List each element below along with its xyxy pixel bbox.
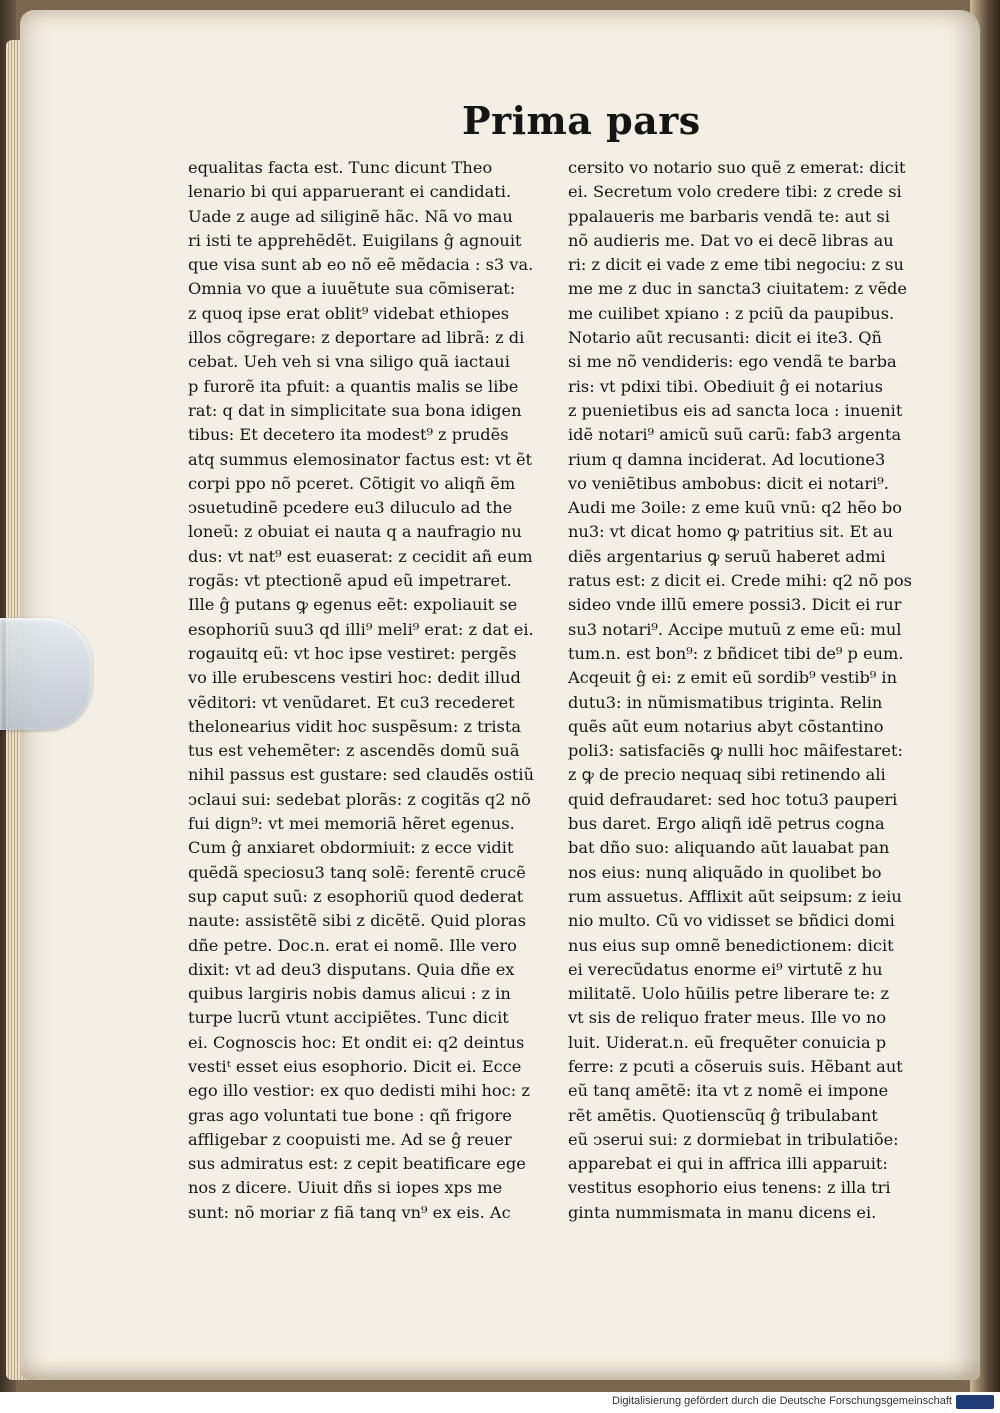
text-line: tibus: Et decetero ita modest⁹ z prudẽs bbox=[188, 425, 509, 445]
text-line: z quoq ipse erat oblit⁹ videbat ethiopes bbox=[188, 303, 510, 323]
text-line: ego illo vestior: ex quo dedisti mihi hoc: z bbox=[188, 1081, 530, 1101]
text-line: rogãs: vt ptectionẽ apud eũ impetraret. bbox=[188, 571, 512, 591]
text-line: sunt: nõ moriar z fiã tanq vn⁹ ex eis. Ac bbox=[188, 1202, 511, 1222]
text-line: z ꝙ de precio nequaq sibi retinendo ali bbox=[568, 765, 886, 785]
text-line: rat: q dat in simplicitate sua bona idigen bbox=[188, 400, 522, 420]
text-line: nu3: vt dicat homo ꝙ patritius sit. Et au bbox=[568, 522, 893, 542]
text-line: idẽ notari⁹ amicũ suũ carũ: fab3 argenta bbox=[568, 425, 902, 445]
text-line: tum.n. est bon⁹: z bñdicet tibi de⁹ p eum. bbox=[568, 643, 904, 663]
text-line: gras ago voluntati tue bone : qñ frigore bbox=[188, 1105, 512, 1125]
text-line: ↄsuetudinẽ pcedere eu3 diluculo ad the bbox=[188, 498, 513, 518]
page-clip bbox=[0, 618, 92, 730]
text-line: rogauitq eũ: vt hoc ipse vestiret: pergẽs bbox=[188, 643, 517, 663]
dfg-logo bbox=[956, 1395, 994, 1409]
text-column-left bbox=[188, 156, 558, 1225]
text-line: que visa sunt ab eo nõ eẽ mẽdacia : s3 va. bbox=[188, 255, 534, 275]
text-line: sideo vnde illũ emere possi3. Dicit ei rur bbox=[568, 595, 902, 615]
text-line: illos cõgregare: z deportare ad librã: z di bbox=[188, 328, 525, 348]
text-line: Acqeuit ĝ ei: z emit eũ sordib⁹ vestib⁹ in bbox=[568, 668, 898, 688]
text-line: naute: assistẽtẽ sibi z dicẽtẽ. Quid ploras bbox=[188, 911, 527, 931]
text-line: ginta nummismata in manu dicens ei. bbox=[568, 1202, 877, 1222]
text-line: bus daret. Ergo aliqñ idẽ petrus cogna bbox=[568, 814, 885, 834]
text-line: Omnia vo que a iuuẽtute sua cõmiserat: bbox=[188, 279, 516, 299]
text-line: quid defraudaret: sed hoc totu3 pauperi bbox=[568, 789, 898, 809]
funding-credit: Digitalisierung gefördert durch die Deutsche Forschungsgemeinschaft bbox=[612, 1395, 952, 1407]
text-line: ei. Cognoscis hoc: Et ondit ei: q2 deintus bbox=[188, 1032, 525, 1052]
text-line: su3 notari⁹. Accipe mutuũ z eme eũ: mul bbox=[568, 619, 902, 639]
text-line: ei verecũdatus enorme ei⁹ virtutẽ z hu bbox=[568, 959, 883, 979]
text-line: sus admiratus est: z cepit beatificare ege bbox=[188, 1154, 526, 1174]
text-line: corpi ppo nõ pceret. Cõtigit vo aliqñ ẽm bbox=[188, 473, 516, 493]
text-line: sup caput suũ: z esophoriũ quod dederat bbox=[188, 886, 524, 906]
text-line: eũ tanq amẽtẽ: ita vt z nomẽ ei impone bbox=[568, 1081, 889, 1101]
text-line: loneũ: z obuiat ei nauta q a naufragio nu bbox=[188, 522, 522, 542]
text-line: vẽditori: vt venũdaret. Et cu3 recederet bbox=[188, 692, 515, 712]
text-line: ratus est: z dicit ei. Crede mihi: q2 nõ pos bbox=[568, 571, 912, 591]
text-line: diẽs argentarius ꝙ seruũ haberet admi bbox=[568, 546, 886, 566]
text-line: dixit: vt ad deu3 disputans. Quia dñe ex bbox=[188, 959, 515, 979]
text-line: ei. Secretum volo credere tibi: z crede si bbox=[568, 182, 902, 202]
text-line: me me z duc in sancta3 ciuitatem: z vẽde bbox=[568, 279, 907, 299]
text-line: tus est vehemẽter: z ascendẽs domũ suã bbox=[188, 741, 520, 761]
text-line: nio multo. Cũ vo vidisset se bñdici domi bbox=[568, 911, 895, 931]
running-head: Prima pars bbox=[462, 98, 701, 143]
text-line: Cum ĝ anxiaret obdormiuit: z ecce vidit bbox=[188, 838, 514, 858]
text-line: militatẽ. Uolo hũilis petre liberare te: z bbox=[568, 984, 889, 1004]
text-line: si me nõ vendideris: ego vendã te barba bbox=[568, 352, 897, 372]
text-line: Audi me 3oile: z eme kuũ vnũ: q2 hẽo bo bbox=[568, 498, 902, 518]
text-line: turpe lucrũ vtunt accipiẽtes. Tunc dicit bbox=[188, 1008, 509, 1028]
text-line: quibus largiris nobis damus alicui : z in bbox=[188, 984, 511, 1004]
text-line: vestiᵗ esset eius esophorio. Dicit ei. Ecce bbox=[188, 1056, 522, 1076]
text-line: rẽt amẽtis. Quotienscũq ĝ tribulabant bbox=[568, 1105, 878, 1125]
text-line: ri: z dicit ei vade z eme tibi negociu: z su bbox=[568, 255, 904, 275]
text-line: fui dign⁹: vt mei memoriã hẽret egenus. bbox=[188, 814, 515, 834]
text-line: ferre: z pcuti a cõseruis suis. Hẽbant aut bbox=[568, 1056, 903, 1076]
text-line: dñe petre. Doc.n. erat ei nomẽ. Ille vero bbox=[188, 935, 517, 955]
text-line: nus eius sup omnẽ benedictionem: dicit bbox=[568, 935, 894, 955]
text-column-right bbox=[568, 156, 936, 1225]
text-line: Notario aũt recusanti: dicit ei ite3. Qñ bbox=[568, 328, 882, 348]
text-line: affligebar z coopuisti me. Ad se ĝ reuer bbox=[188, 1129, 512, 1149]
text-line: vo veniẽtibus ambobus: dicit ei notari⁹. bbox=[568, 473, 889, 493]
text-line: atq summus elemosinator factus est: vt ẽt bbox=[188, 449, 533, 469]
text-line: quẽs aũt eum notarius abyt cõstantino bbox=[568, 716, 884, 736]
text-line: equalitas facta est. Tunc dicunt Theo bbox=[188, 158, 493, 177]
text-line: apparebat ei qui in affrica illi apparuit: bbox=[568, 1154, 888, 1174]
text-line: vo ille erubescens vestiri hoc: dedit illud bbox=[188, 668, 521, 688]
text-line: ris: vt pdixi tibi. Obediuit ĝ ei notarius bbox=[568, 376, 883, 396]
text-line: Uade z auge ad siliginẽ hãc. Nã vo mau bbox=[188, 206, 513, 226]
text-line: vt sis de reliquo frater meus. Ille vo no bbox=[568, 1008, 887, 1028]
text-line: rum assuetus. Afflixit aũt seipsum: z ieiu bbox=[568, 886, 902, 906]
text-line: rium q damna inciderat. Ad locutione3 bbox=[568, 449, 886, 469]
text-line: me cuilibet xpiano : z pciũ da paupibus. bbox=[568, 303, 895, 323]
text-line: nos eius: nunq aliquãdo in quolibet bo bbox=[568, 862, 882, 882]
text-line: ri isti te apprehẽdẽt. Euigilans ĝ agnouit bbox=[188, 230, 522, 250]
text-line: nos z dicere. Uiuit dñs si iopes xps me bbox=[188, 1178, 503, 1198]
text-line: dutu3: in nũmismatibus triginta. Relin bbox=[568, 692, 883, 712]
text-line: z puenietibus eis ad sancta loca : inuenit bbox=[568, 400, 903, 420]
text-line: quẽdã speciosu3 tanq solẽ: ferentẽ crucẽ bbox=[188, 862, 526, 882]
text-line: p furorẽ ita pfuit: a quantis malis se libe bbox=[188, 376, 519, 396]
text-line: vestitus esophorio eius tenens: z illa tri bbox=[568, 1178, 891, 1198]
text-line: nõ audieris me. Dat vo ei decẽ libras au bbox=[568, 230, 894, 250]
text-line: Ille ĝ putans ꝙ egenus eẽt: expoliauit se bbox=[188, 595, 518, 615]
text-line: poli3: satisfaciẽs ꝙ nulli hoc mãifestaret: bbox=[568, 741, 903, 761]
text-line: ↄclaui sui: sedebat plorãs: z cogitãs q2 nõ bbox=[188, 789, 531, 809]
text-line: luit. Uiderat.n. eũ frequẽter conuicia p bbox=[568, 1032, 887, 1052]
text-line: nihil passus est gustare: sed claudẽs ostiũ bbox=[188, 765, 535, 785]
text-line: bat dño suo: aliquando aũt lauabat pan bbox=[568, 838, 890, 858]
text-line: cebat. Ueh veh si vna siligo quã iactaui bbox=[188, 352, 510, 372]
text-line: dus: vt nat⁹ est euaserat: z cecidit añ eum bbox=[188, 546, 533, 566]
text-line: thelonearius vidit hoc suspẽsum: z trista bbox=[188, 716, 521, 736]
text-line: ppalaueris me barbaris vendã te: aut si bbox=[568, 206, 890, 226]
footer-bar bbox=[0, 1392, 1000, 1413]
text-line: cersito vo notario suo quẽ z emerat: dicit bbox=[568, 158, 906, 177]
text-line: lenario bi qui apparuerant ei candidati. bbox=[188, 182, 512, 202]
text-line: eũ ↄserui sui: z dormiebat in tribulatiõe: bbox=[568, 1129, 899, 1149]
text-line: esophoriũ suu3 qd illi⁹ meli⁹ erat: z dat ei. bbox=[188, 619, 534, 639]
